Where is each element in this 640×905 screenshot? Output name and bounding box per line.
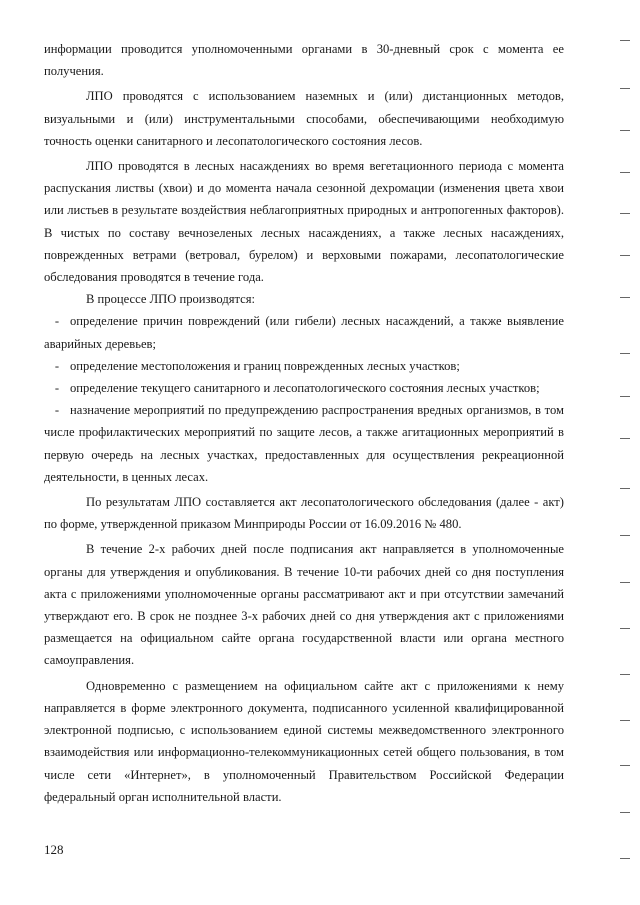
paragraph-publication: Одновременно с размещением на официальном сайте акт с приложениями к нему направляется в форме электронного документа, подписанного усиленной квалифицированной электронной подписью, с использованием единой системы межведомственного электронного взаимодействия или информационно-телекоммуникационных сетей общего пользования, в том числе сети «Интернет», в уполномоченный Правительством Российской Федерации федеральный орган исполнительной власти. [44, 678, 564, 804]
list-item-condition: - определение текущего санитарного и лесопатологического состояния лесных участков; [54, 381, 540, 396]
list-item-causes: - определение причин повреждений (или гибели) лесных насаждений, а также выявление аварийных деревьев; [44, 314, 564, 351]
list-item-location: - определение местоположения и границ поврежденных лесных участков; [54, 358, 460, 373]
page-number: 128 [44, 842, 64, 857]
paragraph-season: ЛПО проводятся в лесных насаждениях во время вегетационного периода с момента распускания листвы (хвои) и до момента начала сезонной дехромации (изменения цвета хвои или листьев в результате воздействия неблагоприятных природных и антропогенных факторов). В чистых по составу вечнозеленых лесных насаждениях, а также лесных насаждениях, поврежденных ветрами (ветровал, бурелом) и верховыми пожарами, лесопатологические обследования проводятся в течение года. [44, 159, 564, 285]
paragraph-methods: ЛПО проводятся с использованием наземных и (или) дистанционных методов, визуальными и (или) инструментальными способами, обеспечивающими необходимую точность оценки санитарного и лесопатологического состояния лесов. [44, 89, 564, 148]
scan-margin-marks [610, 20, 630, 880]
list-item-measures: - назначение мероприятий по предупреждению распространения вредных организмов, в том числе профилактических мероприятий по защите лесов, а также агитационных мероприятий в первую очередь на лесных участках, предоставленных для осуществления рекреационной деятельности, в ценных лесах. [44, 403, 564, 484]
paragraph-continuation: информации проводится уполномоченными органами в 30-дневный срок с момента ее получения. [44, 42, 564, 79]
paragraph-act: По результатам ЛПО составляется акт лесопатологического обследования (далее - акт) по форме, утвержденной приказом Минприроды России от 16.09.2016 № 480. [44, 495, 564, 532]
paragraph-approval: В течение 2-х рабочих дней после подписания акт направляется в уполномоченные органы для утверждения и опубликования. В течение 10-ти рабочих дней со дня поступления акта с приложениями уполномоченные органы рассматривают акт и при отсутствии замечаний утверждают его. В срок не позднее 3-х рабочих дней со дня утверждения акт с приложениями размещается на официальном сайте органа государственной власти или органа местного самоуправления. [44, 542, 564, 668]
paragraph-list-intro: В процессе ЛПО производятся: [86, 292, 256, 307]
document-body [44, 38, 564, 808]
